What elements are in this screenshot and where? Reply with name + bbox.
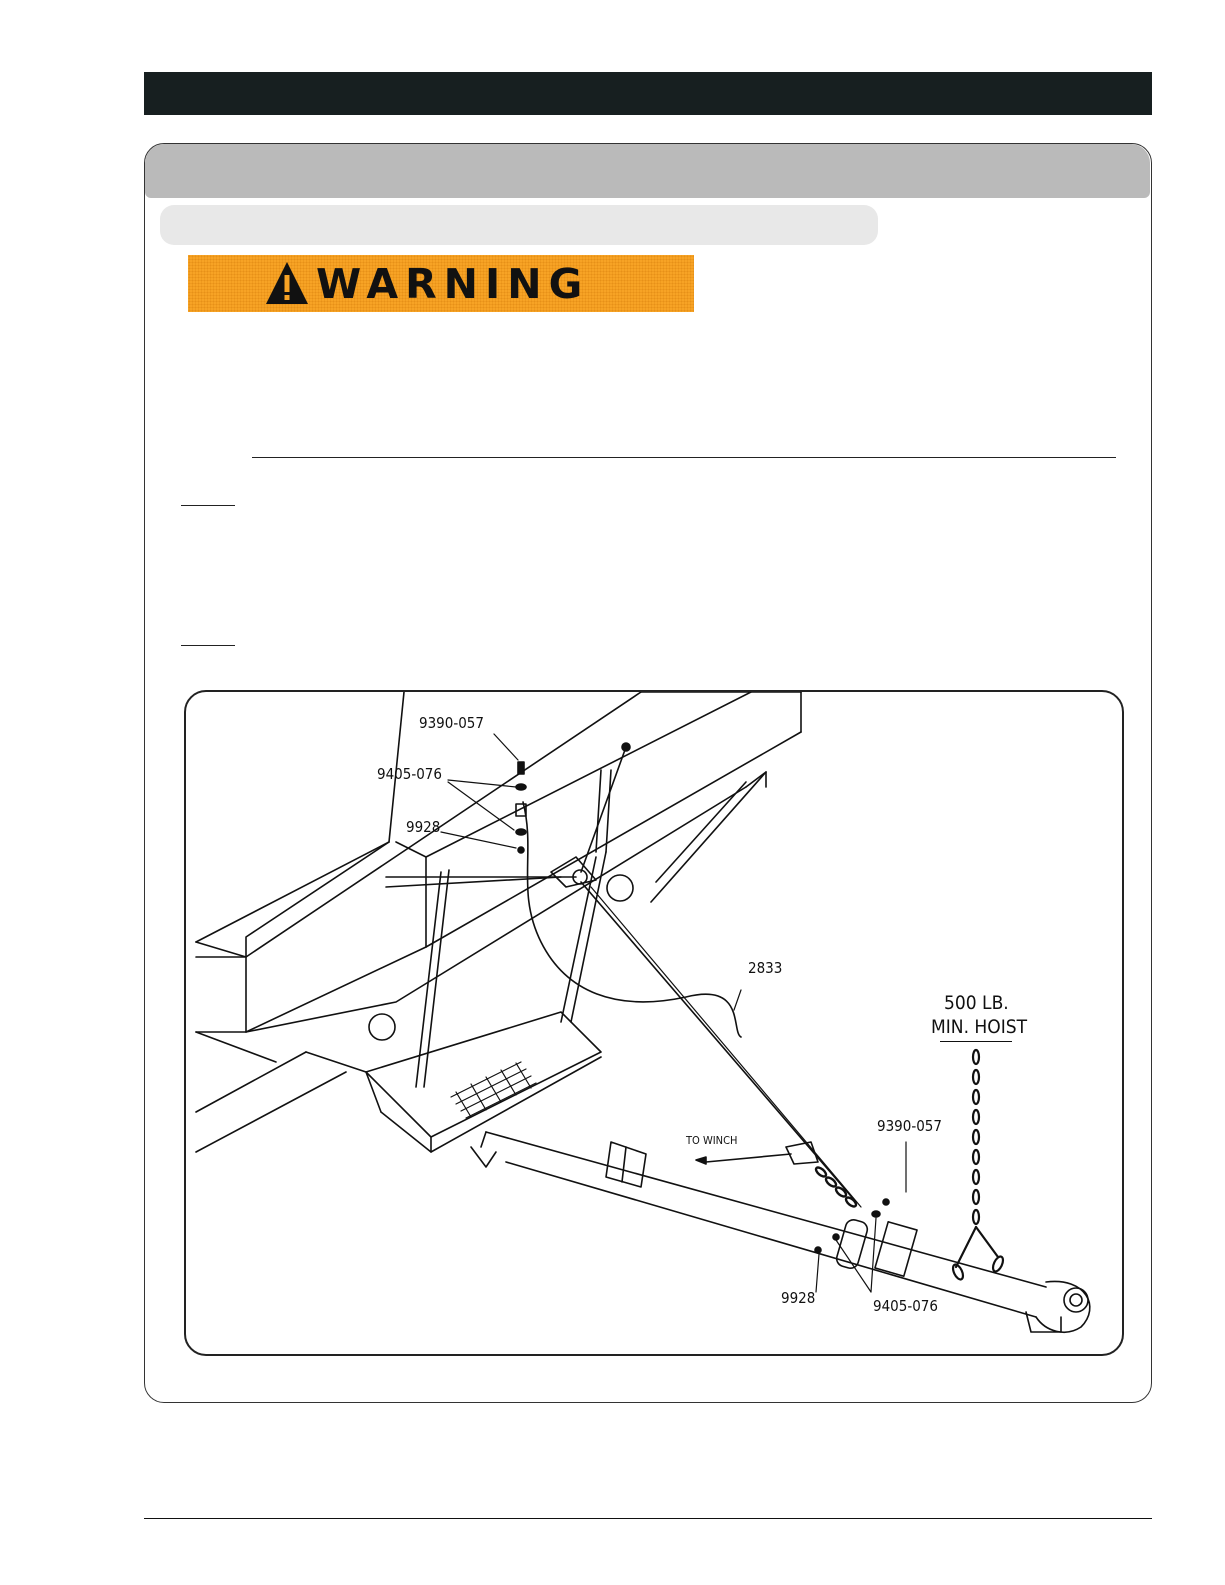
section-header	[145, 144, 1150, 198]
callout-washer-top: 9405-076	[377, 765, 442, 783]
step-underline	[181, 505, 235, 506]
divider-line	[252, 457, 1116, 458]
leader-lines	[441, 734, 906, 1292]
footer-rule	[144, 1518, 1152, 1519]
callout-nut-top: 9928	[406, 818, 441, 836]
warning-triangle-icon	[264, 260, 310, 306]
callout-to-winch: TO WINCH	[686, 1134, 738, 1147]
hoist-underline	[940, 1041, 1012, 1042]
callout-bolt-bottom: 9390-057	[877, 1117, 942, 1135]
step-underline	[181, 645, 235, 646]
warning-banner	[188, 255, 694, 312]
installation-figure	[184, 690, 1124, 1356]
support-frame	[386, 852, 606, 1087]
callout-hoist-capacity: 500 LB.	[944, 992, 1009, 1014]
callout-cable: 2833	[748, 959, 783, 977]
warning-label: WARNING	[316, 260, 590, 308]
callout-hoist-label: MIN. HOIST	[931, 1016, 1028, 1038]
hoist-chain	[951, 1050, 1005, 1281]
callout-nut-bottom: 9928	[781, 1289, 816, 1307]
hopper-chute	[366, 1012, 601, 1167]
callout-bolt-top: 9390-057	[419, 714, 484, 732]
callout-washer-bottom: 9405-076	[873, 1297, 938, 1315]
subsection-header	[160, 205, 878, 245]
winch-chain	[814, 1166, 857, 1208]
page-header-bar	[144, 72, 1152, 115]
